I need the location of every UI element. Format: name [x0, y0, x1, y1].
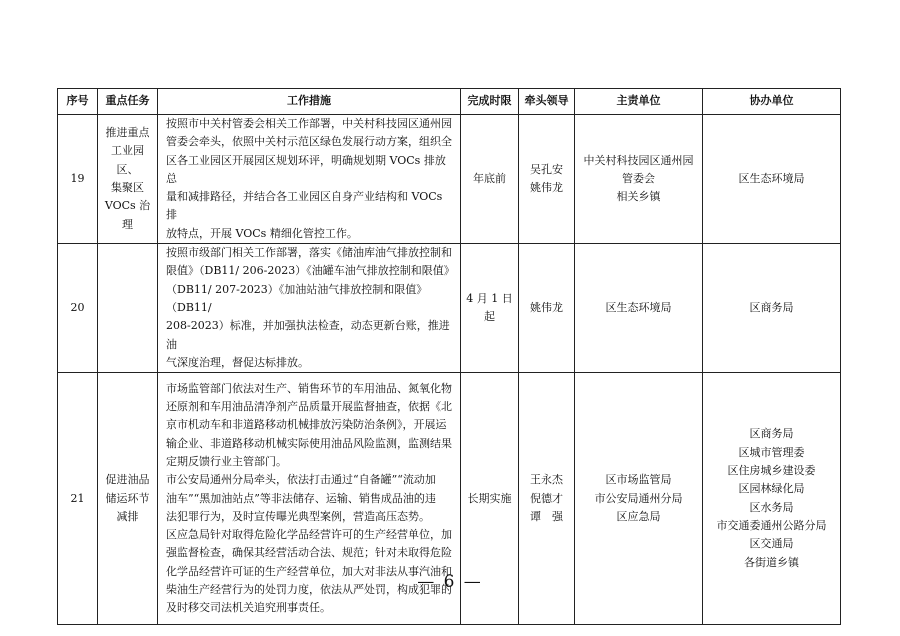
deadline-cell: 长期实施 — [461, 373, 519, 625]
assisting-cell — [703, 115, 841, 244]
table-header — [58, 89, 841, 115]
responsible-cell-line: 相关乡镇 — [616, 190, 661, 204]
assisting-cell-line: 市交通委通州公路分局 — [716, 518, 827, 532]
task-cell — [98, 115, 158, 244]
leader-cell-line: 王永杰 — [530, 473, 563, 487]
row-number: 21 — [58, 373, 98, 625]
measures-cell-line: 还原剂和车用油品清净剂产品质量开展监督抽查，依据《北 — [166, 400, 452, 414]
responsible-cell — [575, 115, 703, 244]
table-row — [58, 115, 841, 244]
task-cell-line: 促进油品 — [105, 473, 150, 487]
leader-cell — [519, 115, 575, 244]
task-cell-line: VOCs 治理 — [104, 199, 151, 231]
header-responsible: 主责单位 — [575, 89, 703, 115]
measures-cell-line: 输企业、非道路移动机械实际使用油品风险监测，监测结果 — [166, 436, 452, 450]
measures-cell-line: 208-2023）标准，并加强执法检查，动态更新台账，推进油 — [166, 319, 450, 351]
deadline-cell: 4 月 1 日起 — [461, 244, 519, 373]
assisting-cell-line: 区城市管理委 — [738, 445, 805, 459]
measures-cell-line: 区应急局针对取得危险化学品经营许可的生产经营单位，加 — [166, 528, 452, 542]
assisting-cell-line: 区交通局 — [749, 537, 794, 551]
assisting-cell-line: 区园林绿化局 — [738, 482, 805, 496]
responsible-cell-line: 市公安局通州分局 — [594, 491, 683, 505]
header-task: 重点任务 — [98, 89, 158, 115]
assisting-cell — [703, 244, 841, 373]
measures-cell-line: 及时移交司法机关追究刑事责任。 — [166, 601, 331, 615]
responsible-cell-line: 区市场监管局 — [605, 473, 672, 487]
assisting-cell-line: 区商务局 — [749, 427, 794, 441]
table-body — [58, 115, 841, 625]
table-row — [58, 244, 841, 373]
measures-cell-line: 定期反馈行业主管部门。 — [166, 454, 287, 468]
leader-cell-line: 姚伟龙 — [530, 181, 563, 195]
header-row — [58, 89, 841, 115]
responsible-cell — [575, 244, 703, 373]
measures-cell-line: 市场监管部门依法对生产、销售环节的车用油品、氮氧化物 — [166, 381, 452, 395]
leader-cell-line: 倪德才 — [530, 491, 563, 505]
measures-cell-line: 按照市级部门相关工作部署，落实《储油库油气排放控制和 — [166, 246, 452, 260]
measures-cell-line: 化学品经营许可证的生产经营单位，加大对非法从事汽油和 — [166, 564, 452, 578]
measures-cell-line: 量和减排路径，并结合各工业园区自身产业结构和 VOCs 排 — [166, 190, 443, 222]
row-number: 19 — [58, 115, 98, 244]
header-deadline: 完成时限 — [461, 89, 519, 115]
measures-cell — [158, 115, 461, 244]
measures-cell-line: 油车”“黑加油站点”等非法储存、运输、销售成品油的违 — [166, 491, 436, 505]
measures-cell-line: 放特点，开展 VOCs 精细化管控工作。 — [166, 226, 358, 240]
measures-cell-line: （DB11/ 207-2023）《加油站油气排放控制和限值》（DB11/ — [166, 282, 428, 314]
task-cell-line: 储运环节 — [105, 491, 150, 505]
header-assisting: 协办单位 — [703, 89, 841, 115]
page-number: — 6 — — [417, 572, 483, 592]
measures-cell-line: 京市机动车和非道路移动机械排放污染防治条例》，开展运 — [166, 418, 447, 432]
measures-cell-line: 柴油生产经营行为的处罚力度，依法从严处罚，构成犯罪的 — [166, 582, 452, 596]
task-cell-line: 集聚区 — [111, 181, 144, 195]
header-leader: 牵头领导 — [519, 89, 575, 115]
assisting-cell-line: 各街道乡镇 — [744, 555, 799, 569]
task-cell-line: 减排 — [116, 509, 139, 523]
leader-cell-line: 谭 强 — [530, 509, 563, 523]
responsible-cell-line: 管委会 — [622, 171, 655, 185]
responsible-cell-line: 中关村科技园区通州园 — [583, 153, 694, 167]
header-no: 序号 — [58, 89, 98, 115]
leader-cell-line: 姚伟龙 — [530, 300, 563, 314]
measures-cell-line: 按照市中关村管委会相关工作部署，中关村科技园区通州园 — [166, 117, 452, 130]
task-cell-line: 工业园区、 — [111, 144, 144, 176]
measures-cell-line: 气深度治理，督促达标排放。 — [166, 355, 309, 369]
assisting-cell-line: 区住房城乡建设委 — [727, 464, 816, 478]
header-measures: 工作措施 — [158, 89, 461, 115]
responsible-cell-line: 区应急局 — [616, 509, 661, 523]
assisting-cell-line: 区水务局 — [749, 500, 794, 514]
tasks-table — [57, 88, 841, 625]
measures-cell — [158, 244, 461, 373]
measures-cell-line: 强监督检查，确保其经营活动合法、规范；针对未取得危险 — [166, 546, 452, 560]
responsible-cell-line: 区生态环境局 — [605, 300, 672, 314]
measures-cell-line: 管委会牵头，依照中关村示范区绿色发展行动方案，组织全 — [166, 135, 452, 149]
measures-cell-line: 区各工业园区开展园区规划环评，明确规划期 VOCs 排放总 — [166, 153, 446, 185]
assisting-cell-line: 区商务局 — [749, 300, 794, 314]
leader-cell — [519, 244, 575, 373]
task-cell-line: 推进重点 — [105, 126, 150, 140]
measures-cell-line: 法犯罪行为，及时宣传曝光典型案例，营造高压态势。 — [166, 509, 430, 523]
row-number: 20 — [58, 244, 98, 373]
task-cell — [98, 244, 158, 373]
measures-cell-line: 市公安局通州分局牵头，依法打击通过“自备罐”“流动加 — [166, 473, 436, 487]
deadline-cell: 年底前 — [461, 115, 519, 244]
assisting-cell-line: 区生态环境局 — [738, 171, 805, 185]
measures-cell-line: 限值》（DB11/ 206-2023）《油罐车油气排放控制和限值》 — [166, 264, 455, 278]
leader-cell-line: 吴孔安 — [530, 162, 563, 176]
